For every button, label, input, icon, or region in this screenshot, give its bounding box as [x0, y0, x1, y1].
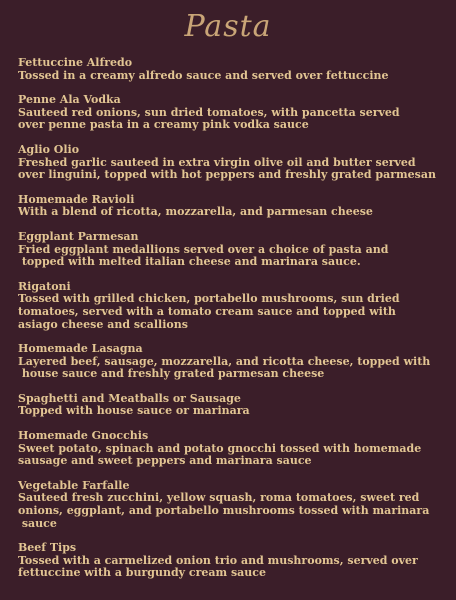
menu-item — [18, 281, 456, 331]
menu-item-description: Sweet potato, spinach and potato gnocchi tossed with homemade sausage and sweet peppers and marinara sauce — [18, 441, 422, 468]
menu-item-name: Eggplant Parmesan — [18, 229, 139, 243]
menu-list — [18, 57, 456, 592]
menu-title: Pasta — [184, 9, 272, 44]
menu-item-description: Topped with house sauce or marinara — [18, 404, 250, 418]
menu-item-description: Sauteed red onions, sun dried tomatoes, with pancetta served over penne pasta in a creamy pink vodka sauce — [18, 105, 400, 132]
menu-item-name: Homemade Ravioli — [18, 192, 135, 206]
menu-item-name: Rigatoni — [18, 279, 71, 293]
menu-item — [18, 231, 456, 269]
menu-item-name: Aglio Olio — [18, 142, 80, 156]
menu-item-name: Vegetable Farfalle — [18, 478, 130, 492]
menu-item-name: Homemade Lasagna — [18, 342, 143, 356]
menu-item-description: Layered beef, sausage, mozzarella, and ricotta cheese, topped with house sauce and freshly grated parmesan cheese — [18, 354, 431, 381]
menu-item-description: With a blend of ricotta, mozzarella, and parmesan cheese — [18, 205, 373, 219]
menu-item — [18, 57, 456, 82]
menu-item-description: Tossed in a creamy alfredo sauce and served over fettuccine — [18, 68, 389, 82]
menu-item-name: Spaghetti and Meatballs or Sausage — [18, 391, 241, 405]
menu-item — [18, 393, 456, 418]
menu-item — [18, 480, 456, 530]
menu-item-description: Sauteed fresh zucchini, yellow squash, roma tomatoes, sweet red onions, eggplant, and portabello mushrooms tossed with marinara sauce — [18, 491, 430, 530]
menu-item — [18, 194, 456, 219]
menu-item — [18, 94, 456, 132]
menu-item — [18, 542, 456, 580]
menu-item-name: Homemade Gnocchis — [18, 429, 149, 443]
menu-item-name: Fettuccine Alfredo — [18, 56, 133, 69]
menu-item — [18, 343, 456, 381]
menu-item-name: Beef Tips — [18, 541, 77, 555]
menu-item — [18, 144, 456, 182]
menu-item-description: Freshed garlic sauteed in extra virgin olive oil and butter served over linguini, topped with hot peppers and freshly grated parmesan — [18, 155, 436, 182]
menu-item-name: Penne Ala Vodka — [18, 93, 121, 107]
menu-item-description: Tossed with a carmelized onion trio and mushrooms, served over fettuccine with a burgundy cream sauce — [18, 553, 418, 580]
menu-item — [18, 430, 456, 468]
menu-item-description: Fried eggplant medallions served over a choice of pasta and topped with melted italian cheese and marinara sauce. — [18, 242, 389, 269]
menu-item-description: Tossed with grilled chicken, portabello mushrooms, sun dried tomatoes, served with a tomato cream sauce and topped with asiago cheese and scallions — [18, 292, 400, 331]
